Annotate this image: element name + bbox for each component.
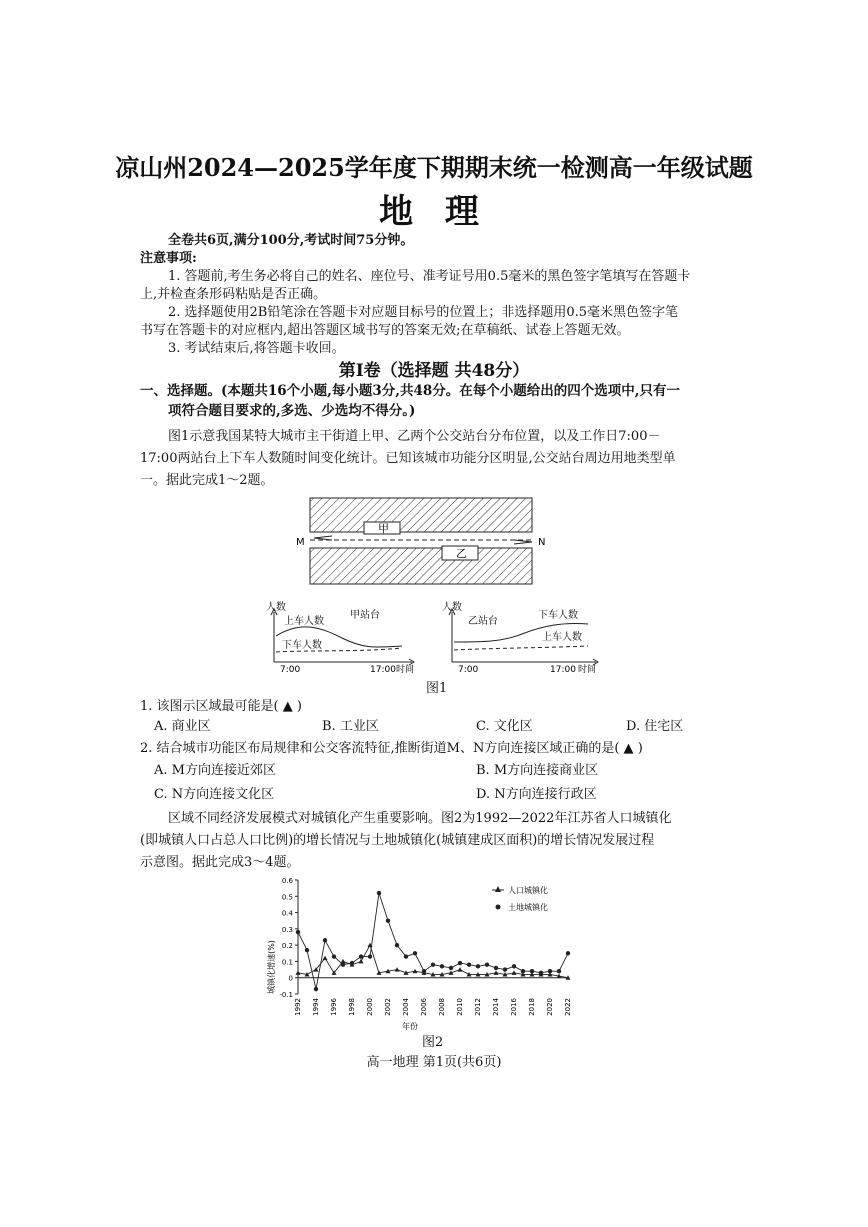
m-label: M (296, 537, 305, 548)
q2-option-b[interactable]: B. M方向连接商业区 (476, 763, 599, 778)
data-point-triangle (359, 959, 364, 964)
x-tick-label: 2016 (510, 998, 518, 1016)
data-point-circle (476, 964, 480, 968)
data-point-circle (296, 930, 300, 934)
passage2-line2: (即城镇人口占总人口比例)的增长情况与土地城镇化(城镇建成区面积)的增长情况发展过程 (140, 833, 655, 848)
x-tick-label: 2014 (492, 998, 500, 1016)
arrow-left-icon (314, 536, 332, 540)
data-point-triangle (512, 970, 517, 975)
data-point-circle (368, 954, 372, 958)
data-point-circle (503, 967, 507, 971)
y-tick-label: 0 (288, 974, 293, 983)
q2-option-d[interactable]: D. N方向连接行政区 (476, 787, 597, 802)
chart-jia-xlabel: 时间 (396, 665, 415, 675)
x-tick-label: 1998 (348, 998, 356, 1016)
block-south (310, 548, 532, 584)
data-point-circle (332, 954, 336, 958)
passenger-charts (262, 598, 612, 678)
q2-stem: 2. 结合城市功能区布局规律和公交客流特征,推断街道M、N方向连接区域正确的是( ▲ ) (140, 741, 643, 756)
x-tick-label: 2006 (420, 998, 428, 1016)
notice-1b: 上,并检查条形码粘贴是否正确。 (140, 287, 327, 302)
section-title: 第Ⅰ卷（选择题 共48分） (338, 361, 530, 381)
data-point-circle (422, 969, 426, 973)
notice-2a: 2. 选择题使用2B铅笔涂在答题卡对应题目标号的位置上；非选择题用0.5毫米黑色签字笔 (168, 305, 679, 320)
notice-title: 注意事项: (140, 251, 197, 266)
x-tick-label: 1992 (294, 998, 302, 1016)
chart-yi-xlabel: 时间 (578, 665, 597, 675)
q1-option-b[interactable]: B. 工业区 (322, 719, 379, 734)
section-instructions-a: 一、选择题。(本题共16个小题,每小题3分,共48分。在每个小题给出的四个选项中,只有一 (140, 383, 680, 399)
data-point-circle (539, 971, 543, 975)
data-point-circle (359, 954, 363, 958)
chart-yi-up-line (454, 646, 588, 650)
stop-jia-label: 甲 (378, 522, 389, 535)
chart-xlabel: 年份 (402, 1022, 418, 1031)
passage2-line1: 区域不同经济发展模式对城镇化产生重要影响。图2为1992—2022年江苏省人口城镇化 (168, 811, 672, 826)
legend-circle-icon (496, 905, 501, 910)
street-map-figure (292, 494, 552, 594)
data-point-triangle (494, 970, 499, 975)
data-point-circle (449, 966, 453, 970)
data-point-circle (350, 961, 354, 965)
n-label: N (538, 537, 546, 548)
data-point-circle (494, 966, 498, 970)
data-point-circle (386, 919, 390, 923)
figure2-caption: 图2 (422, 1035, 444, 1050)
q2-option-a[interactable]: A. M方向连接近郊区 (154, 763, 276, 778)
chart-jia-x-start: 7:00 (280, 665, 301, 675)
y-tick-label: 0.4 (281, 909, 293, 918)
y-tick-label: 0.1 (281, 958, 293, 967)
y-tick-label: 0.6 (281, 877, 293, 885)
data-point-circle (395, 943, 399, 947)
block-north (310, 498, 532, 532)
exam-title: 凉山州2024—2025学年度下期期末统一检测高一年级试题 (115, 153, 753, 182)
notice-2b: 书写在答题卡的对应框内,超出答题区域书写的答案无效;在草稿纸、试卷上答题无效。 (140, 323, 630, 338)
x-tick-label: 2002 (384, 998, 392, 1016)
data-point-triangle (413, 969, 418, 974)
urbanization-chart (260, 872, 580, 1032)
chart-jia-up-label: 上车人数 (284, 616, 324, 627)
chart-jia-down-label: 下车人数 (282, 640, 322, 651)
x-tick-label: 2020 (546, 998, 554, 1016)
x-tick-label: 2018 (528, 998, 536, 1016)
exam-info: 全卷共6页,满分100分,考试时间75分钟。 (168, 233, 414, 248)
x-tick-label: 1996 (330, 998, 338, 1016)
data-point-circle (521, 969, 525, 973)
chart-yi-up-label: 上车人数 (542, 632, 582, 643)
data-point-circle (512, 964, 516, 968)
page-footer: 高一地理 第1页(共6页) (366, 1055, 502, 1070)
passage1-line3: 一。据此完成1～2题。 (140, 473, 274, 488)
data-point-circle (341, 962, 345, 966)
figure1-caption: 图1 (426, 681, 448, 696)
chart-yi (442, 600, 598, 675)
data-point-circle (323, 938, 327, 942)
y-tick-label: 0.5 (281, 893, 293, 902)
q1-stem: 1. 该图示区域最可能是( ▲ ) (140, 699, 302, 714)
data-point-circle (377, 891, 381, 895)
chart-ylabel: 城镇化增速(%) (267, 940, 276, 994)
passage1-line1: 图1示意我国某特大城市主干街道上甲、乙两个公交站台分布位置，以及工作日7:00－ (168, 429, 661, 444)
x-tick-label: 2004 (402, 998, 410, 1016)
x-tick-label: 2000 (366, 998, 374, 1016)
data-point-circle (431, 962, 435, 966)
data-point-circle (440, 964, 444, 968)
data-point-triangle (323, 956, 328, 961)
x-tick-label: 2008 (438, 998, 446, 1016)
data-point-circle (557, 969, 561, 973)
chart-legend (492, 885, 548, 912)
x-tick-label: 2010 (456, 998, 464, 1016)
data-point-circle (404, 954, 408, 958)
chart-jia-title: 甲站台 (350, 610, 380, 621)
data-point-triangle (458, 967, 463, 972)
data-point-circle (305, 948, 309, 952)
data-point-circle (530, 969, 534, 973)
q1-option-a[interactable]: A. 商业区 (154, 719, 211, 734)
chart-jia-ylabel: 人数 (266, 602, 286, 613)
arrow-right-icon (514, 540, 532, 544)
data-point-triangle (395, 967, 400, 972)
x-tick-label: 2022 (564, 998, 572, 1016)
data-point-triangle (296, 970, 301, 975)
data-point-circle (458, 961, 462, 965)
data-point-circle (548, 969, 552, 973)
legend-triangle-icon (495, 886, 501, 892)
q1-option-c[interactable]: C. 文化区 (476, 719, 533, 734)
legend-series-1: 人口城镇化 (508, 886, 548, 895)
x-tick-label: 2012 (474, 998, 482, 1016)
notice-1a: 1. 答题前,考生务必将自己的姓名、座位号、准考证号用0.5毫米的黑色签字笔填写在答题卡 (168, 269, 691, 284)
chart-jia (266, 600, 414, 675)
data-point-circle (413, 951, 417, 955)
chart-yi-down-label: 下车人数 (538, 610, 578, 621)
chart-yi-x-end: 17:00 (550, 665, 576, 675)
chart-jia-x-end: 17:00 (370, 665, 396, 675)
legend-series-2: 土地城镇化 (508, 903, 548, 912)
subject-title: 地 理 (379, 192, 489, 232)
q2-option-c[interactable]: C. N方向连接文化区 (154, 787, 275, 802)
x-tick-label: 1994 (312, 998, 320, 1016)
y-tick-label: -0.1 (279, 991, 293, 999)
q1-option-d[interactable]: D. 住宅区 (626, 719, 684, 734)
data-point-circle (566, 951, 570, 955)
y-tick-label: 0.3 (281, 925, 293, 934)
stop-yi-label: 乙 (456, 547, 467, 560)
data-point-circle (485, 962, 489, 966)
chart-yi-title: 乙站台 (468, 616, 498, 627)
data-point-circle (467, 962, 471, 966)
passage2-line3: 示意图。据此完成3～4题。 (140, 855, 300, 870)
chart-yi-ylabel: 人数 (442, 602, 462, 613)
notice-3: 3. 考试结束后,将答题卡收回。 (168, 341, 345, 356)
passage1-line2: 17:00两站台上下车人数随时间变化统计。已知该城市功能分区明显,公交站台周边用地类型单 (140, 451, 676, 466)
data-point-circle (314, 987, 318, 991)
chart-yi-x-start: 7:00 (458, 665, 479, 675)
y-tick-label: 0.2 (281, 942, 293, 951)
section-instructions-b: 项符合题目要求的,多选、少选均不得分。) (168, 403, 416, 419)
